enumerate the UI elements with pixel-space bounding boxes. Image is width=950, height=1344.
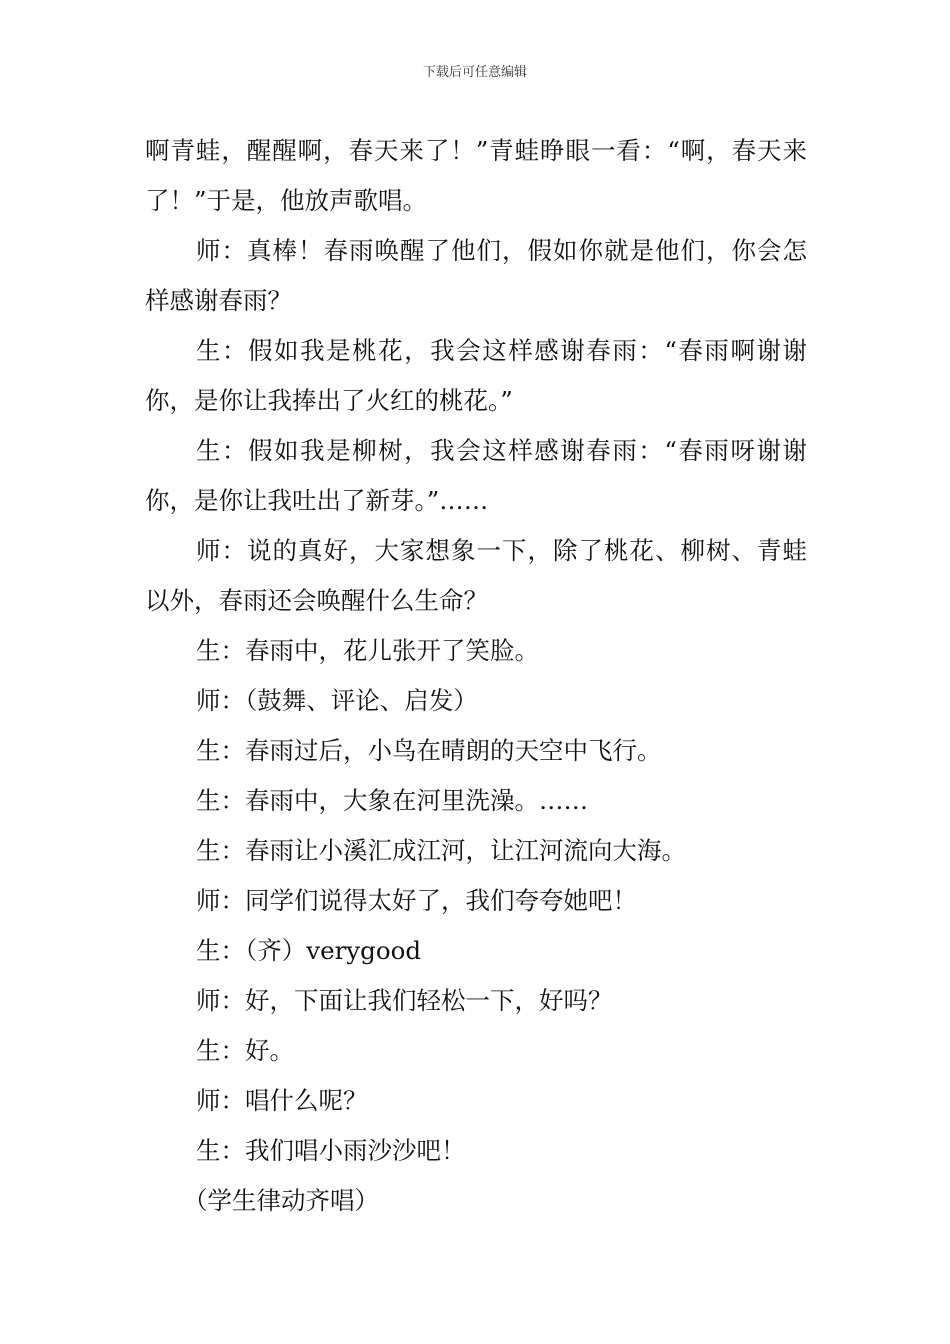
paragraph-frog-wakes: 啊青蛙，醒醒啊，春天来了！”青蛙睁眼一看：“啊，春天来了！”于是，他放声歌唱。 [145,136,807,215]
page-header: 下载后可任意编辑 [422,65,527,80]
paragraph-students-verygood: 生：（齐）verygood [196,936,422,965]
paragraph-student-peach: 生：假如我是桃花，我会这样感谢春雨：“春雨啊谢谢你，是你让我捧出了火红的桃花。” [145,336,807,415]
paragraph-student-streams: 生：春雨让小溪汇成江河，让江河流向大海。 [196,836,686,865]
document-body [145,126,807,1226]
paragraph-student-song: 生：我们唱小雨沙沙吧！ [196,1136,466,1165]
paragraph-teacher-compliment: 师：同学们说得太好了，我们夸夸她吧！ [196,886,637,915]
paragraph-teacher-relax: 师：好，下面让我们轻松一下，好吗？ [196,986,613,1015]
paragraph-teacher-praise: 师：真棒！春雨唤醒了他们，假如你就是他们，你会怎样感谢春雨？ [145,236,807,315]
paragraph-student-elephant: 生：春雨中，大象在河里洗澡。…… [196,786,588,815]
paragraph-student-flowers: 生：春雨中，花儿张开了笑脸。 [196,636,539,665]
paragraph-teacher-what-sing: 师：唱什么呢？ [196,1086,368,1115]
paragraph-student-willow: 生：假如我是柳树，我会这样感谢春雨：“春雨呀谢谢你，是你让我吐出了新芽。”…… [145,436,807,515]
paragraph-student-birds: 生：春雨过后，小鸟在晴朗的天空中飞行。 [196,736,662,765]
paragraph-stage-direction: （学生律动齐唱） [183,1186,379,1215]
paragraph-teacher-encourage: 师：（鼓舞、评论、启发） [196,686,478,715]
paragraph-teacher-imagine: 师：说的真好，大家想象一下，除了桃花、柳树、青蛙以外，春雨还会唤醒什么生命？ [145,536,807,615]
paragraph-student-ok: 生：好。 [196,1036,294,1065]
